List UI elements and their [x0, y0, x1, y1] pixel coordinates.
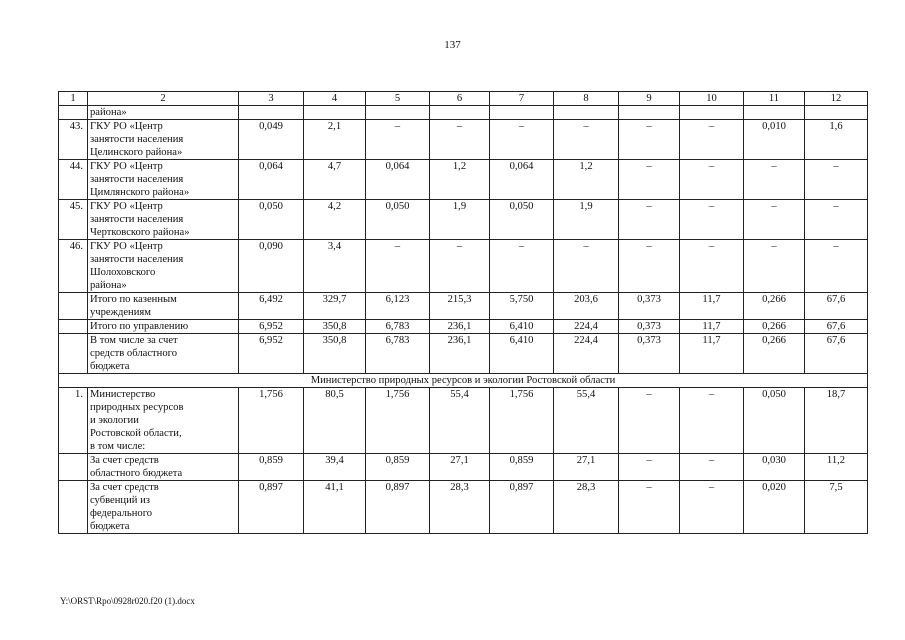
- value-cell: 0,064: [490, 160, 554, 200]
- value-cell: 0,030: [744, 454, 805, 481]
- value-cell: [239, 106, 304, 120]
- value-cell: –: [366, 240, 430, 293]
- value-cell: [680, 106, 744, 120]
- row-number-cell: [59, 320, 88, 334]
- value-cell: 6,410: [490, 320, 554, 334]
- row-name-cell: В том числе за счет средств областного бюджета: [88, 334, 239, 374]
- column-number-cell: 1: [59, 92, 88, 106]
- value-cell: 6,492: [239, 293, 304, 320]
- value-cell: 1,756: [366, 388, 430, 454]
- table-row: [59, 240, 868, 293]
- column-number-cell: 12: [805, 92, 868, 106]
- value-cell: –: [430, 120, 490, 160]
- value-cell: 67,6: [805, 320, 868, 334]
- value-cell: 28,3: [430, 481, 490, 534]
- row-number-cell: 44.: [59, 160, 88, 200]
- row-number-cell: [59, 334, 88, 374]
- footer-file-path: Y:\ORST\Rpo\0928r020.f20 (1).docx: [60, 596, 195, 606]
- value-cell: 0,010: [744, 120, 805, 160]
- value-cell: 1,9: [554, 200, 619, 240]
- value-cell: –: [554, 120, 619, 160]
- value-cell: 1,2: [430, 160, 490, 200]
- value-cell: 0,050: [366, 200, 430, 240]
- table-row: [59, 160, 868, 200]
- value-cell: –: [744, 240, 805, 293]
- value-cell: –: [430, 240, 490, 293]
- value-cell: –: [680, 200, 744, 240]
- value-cell: 2,1: [304, 120, 366, 160]
- table-row: [59, 320, 868, 334]
- value-cell: 350,8: [304, 334, 366, 374]
- row-number-cell: 43.: [59, 120, 88, 160]
- value-cell: –: [744, 200, 805, 240]
- column-number-cell: 8: [554, 92, 619, 106]
- value-cell: [304, 106, 366, 120]
- value-cell: 7,5: [805, 481, 868, 534]
- value-cell: –: [619, 240, 680, 293]
- value-cell: 6,783: [366, 320, 430, 334]
- table-row: [59, 454, 868, 481]
- value-cell: 1,9: [430, 200, 490, 240]
- value-cell: 0,064: [239, 160, 304, 200]
- column-number-cell: 2: [88, 92, 239, 106]
- value-cell: –: [619, 200, 680, 240]
- value-cell: [366, 106, 430, 120]
- row-number-cell: [59, 481, 88, 534]
- value-cell: –: [805, 160, 868, 200]
- column-number-cell: 3: [239, 92, 304, 106]
- value-cell: 67,6: [805, 293, 868, 320]
- table-row: [59, 388, 868, 454]
- table-row: [59, 200, 868, 240]
- value-cell: 0,050: [490, 200, 554, 240]
- value-cell: 0,373: [619, 320, 680, 334]
- value-cell: 18,7: [805, 388, 868, 454]
- value-cell: 41,1: [304, 481, 366, 534]
- table-row: [59, 481, 868, 534]
- value-cell: 39,4: [304, 454, 366, 481]
- value-cell: 236,1: [430, 334, 490, 374]
- value-cell: –: [680, 454, 744, 481]
- value-cell: 0,897: [239, 481, 304, 534]
- value-cell: 67,6: [805, 334, 868, 374]
- value-cell: [554, 106, 619, 120]
- value-cell: –: [619, 160, 680, 200]
- value-cell: –: [680, 481, 744, 534]
- value-cell: 0,090: [239, 240, 304, 293]
- value-cell: 27,1: [554, 454, 619, 481]
- value-cell: 6,952: [239, 320, 304, 334]
- section-row: [59, 374, 868, 388]
- value-cell: 11,7: [680, 293, 744, 320]
- value-cell: 3,4: [304, 240, 366, 293]
- column-number-cell: 6: [430, 92, 490, 106]
- value-cell: 6,952: [239, 334, 304, 374]
- value-cell: 55,4: [430, 388, 490, 454]
- value-cell: 6,783: [366, 334, 430, 374]
- value-cell: –: [619, 454, 680, 481]
- value-cell: –: [554, 240, 619, 293]
- value-cell: –: [366, 120, 430, 160]
- value-cell: 0,859: [366, 454, 430, 481]
- column-number-cell: 11: [744, 92, 805, 106]
- row-name-cell: За счет средств областного бюджета: [88, 454, 239, 481]
- value-cell: 6,123: [366, 293, 430, 320]
- value-cell: 0,020: [744, 481, 805, 534]
- value-cell: 236,1: [430, 320, 490, 334]
- row-name-cell: ГКУ РО «Центр занятости населения Целинского района»: [88, 120, 239, 160]
- section-title: Министерство природных ресурсов и экологии Ростовской области: [59, 374, 868, 388]
- row-name-cell: района»: [88, 106, 239, 120]
- value-cell: –: [680, 160, 744, 200]
- column-number-cell: 5: [366, 92, 430, 106]
- row-number-cell: [59, 293, 88, 320]
- value-cell: 4,7: [304, 160, 366, 200]
- value-cell: –: [680, 240, 744, 293]
- value-cell: 1,756: [490, 388, 554, 454]
- value-cell: –: [490, 120, 554, 160]
- value-cell: 0,050: [744, 388, 805, 454]
- row-name-cell: ГКУ РО «Центр занятости населения Шолоховского района»: [88, 240, 239, 293]
- value-cell: 350,8: [304, 320, 366, 334]
- value-cell: 1,2: [554, 160, 619, 200]
- value-cell: 28,3: [554, 481, 619, 534]
- value-cell: 5,750: [490, 293, 554, 320]
- row-number-cell: 45.: [59, 200, 88, 240]
- row-name-cell: Министерство природных ресурсов и экологии Ростовской области, в том числе:: [88, 388, 239, 454]
- value-cell: 0,897: [490, 481, 554, 534]
- row-number-cell: [59, 454, 88, 481]
- value-cell: 0,049: [239, 120, 304, 160]
- value-cell: 11,7: [680, 320, 744, 334]
- row-number-cell: 1.: [59, 388, 88, 454]
- value-cell: 203,6: [554, 293, 619, 320]
- value-cell: 0,373: [619, 293, 680, 320]
- value-cell: 11,2: [805, 454, 868, 481]
- value-cell: 0,064: [366, 160, 430, 200]
- column-number-cell: 4: [304, 92, 366, 106]
- value-cell: –: [805, 200, 868, 240]
- value-cell: 55,4: [554, 388, 619, 454]
- value-cell: [744, 106, 805, 120]
- continuation-row: [59, 106, 868, 120]
- value-cell: 0,266: [744, 320, 805, 334]
- value-cell: [490, 106, 554, 120]
- value-cell: 6,410: [490, 334, 554, 374]
- value-cell: 1,756: [239, 388, 304, 454]
- value-cell: 0,859: [490, 454, 554, 481]
- data-table: [58, 91, 868, 534]
- value-cell: 27,1: [430, 454, 490, 481]
- value-cell: –: [619, 388, 680, 454]
- table-header-row: [59, 92, 868, 106]
- column-number-cell: 9: [619, 92, 680, 106]
- row-name-cell: Итого по управлению: [88, 320, 239, 334]
- value-cell: 0,859: [239, 454, 304, 481]
- value-cell: –: [805, 240, 868, 293]
- value-cell: 4,2: [304, 200, 366, 240]
- value-cell: 0,266: [744, 334, 805, 374]
- value-cell: –: [490, 240, 554, 293]
- value-cell: 11,7: [680, 334, 744, 374]
- value-cell: [619, 106, 680, 120]
- value-cell: 329,7: [304, 293, 366, 320]
- value-cell: [430, 106, 490, 120]
- column-number-cell: 10: [680, 92, 744, 106]
- value-cell: –: [680, 120, 744, 160]
- value-cell: 1,6: [805, 120, 868, 160]
- value-cell: –: [619, 481, 680, 534]
- table-row: [59, 120, 868, 160]
- column-number-cell: 7: [490, 92, 554, 106]
- row-number-cell: 46.: [59, 240, 88, 293]
- value-cell: 80,5: [304, 388, 366, 454]
- value-cell: 0,050: [239, 200, 304, 240]
- table-row: [59, 334, 868, 374]
- row-number-cell: [59, 106, 88, 120]
- value-cell: 224,4: [554, 334, 619, 374]
- value-cell: [805, 106, 868, 120]
- value-cell: 224,4: [554, 320, 619, 334]
- value-cell: –: [744, 160, 805, 200]
- value-cell: 0,266: [744, 293, 805, 320]
- value-cell: 215,3: [430, 293, 490, 320]
- row-name-cell: ГКУ РО «Центр занятости населения Цимлянского района»: [88, 160, 239, 200]
- value-cell: 0,897: [366, 481, 430, 534]
- table-body: [59, 92, 868, 534]
- value-cell: 0,373: [619, 334, 680, 374]
- value-cell: –: [619, 120, 680, 160]
- value-cell: –: [680, 388, 744, 454]
- row-name-cell: За счет средств субвенций из федерального бюджета: [88, 481, 239, 534]
- table-row: [59, 293, 868, 320]
- page-number: 137: [444, 39, 461, 51]
- row-name-cell: ГКУ РО «Центр занятости населения Чертковского района»: [88, 200, 239, 240]
- row-name-cell: Итого по казенным учреждениям: [88, 293, 239, 320]
